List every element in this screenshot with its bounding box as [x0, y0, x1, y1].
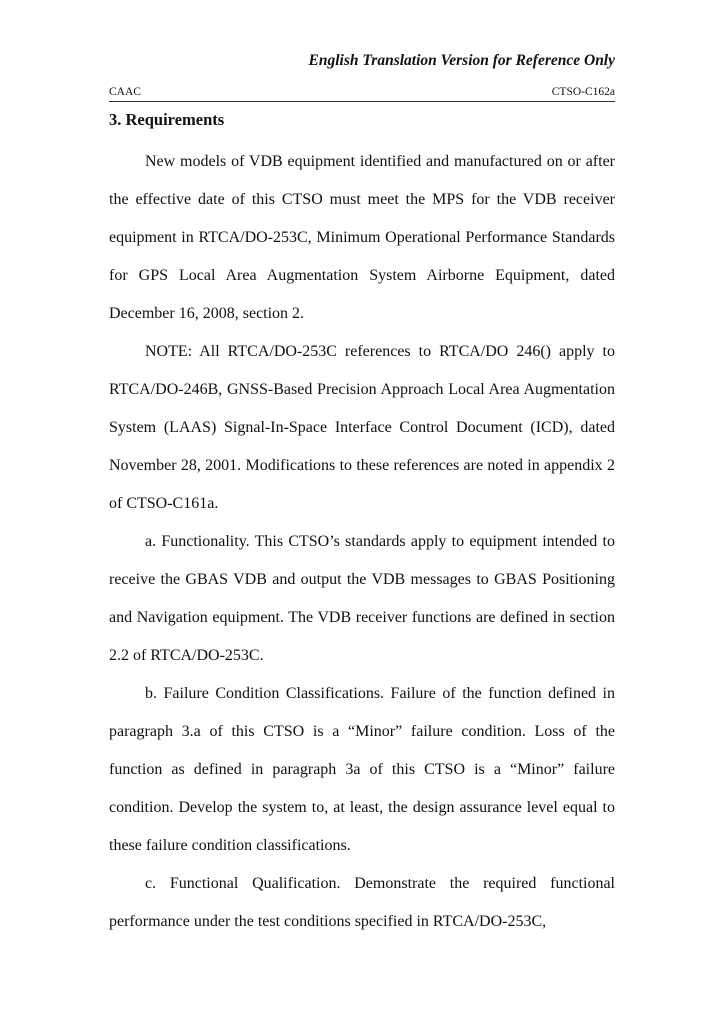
translation-notice: English Translation Version for Reference Only: [308, 52, 615, 69]
section-body: [109, 143, 615, 941]
paragraph-failure-condition: b. Failure Condition Classifications. Failure of the function defined in paragraph 3.a of this CTSO is a “Minor” failure condition. Loss of the function as defined in paragraph 3a of this CTSO is a “Minor” failure condition. Develop the system to, at least, the design assurance level equal to these failure condition classifications.: [109, 685, 615, 854]
header-right-document-id: CTSO-C162a: [551, 86, 615, 98]
paragraph-new-models: New models of VDB equipment identified and manufactured on or after the effective date of this CTSO must meet the MPS for the VDB receiver equipment in RTCA/DO-253C, Minimum Operational Performance Standards for GPS Local Area Augmentation System Airborne Equipment, dated December 16, 2008, section 2.: [109, 153, 615, 322]
section-heading: 3. Requirements: [109, 110, 225, 129]
running-header: [109, 86, 615, 98]
paragraph-functionality: a. Functionality. This CTSO’s standards apply to equipment intended to receive the GBAS VDB and output the VDB messages to GBAS Positioning and Navigation equipment. The VDB receiver functions are defined in section 2.2 of RTCA/DO-253C.: [109, 533, 615, 664]
paragraph-functional-qualification: c. Functional Qualification. Demonstrate the required functional performance under the test conditions specified in RTCA/DO-253C,: [109, 875, 615, 930]
header-left-caac: CAAC: [109, 86, 141, 98]
header-divider: [109, 101, 615, 102]
paragraph-note: NOTE: All RTCA/DO-253C references to RTCA/DO 246() apply to RTCA/DO-246B, GNSS-Based Precision Approach Local Area Augmentation System (LAAS) Signal-In-Space Interface Control Document (ICD), dated November 28, 2001. Modifications to these references are noted in appendix 2 of CTSO-C161a.: [109, 343, 615, 512]
